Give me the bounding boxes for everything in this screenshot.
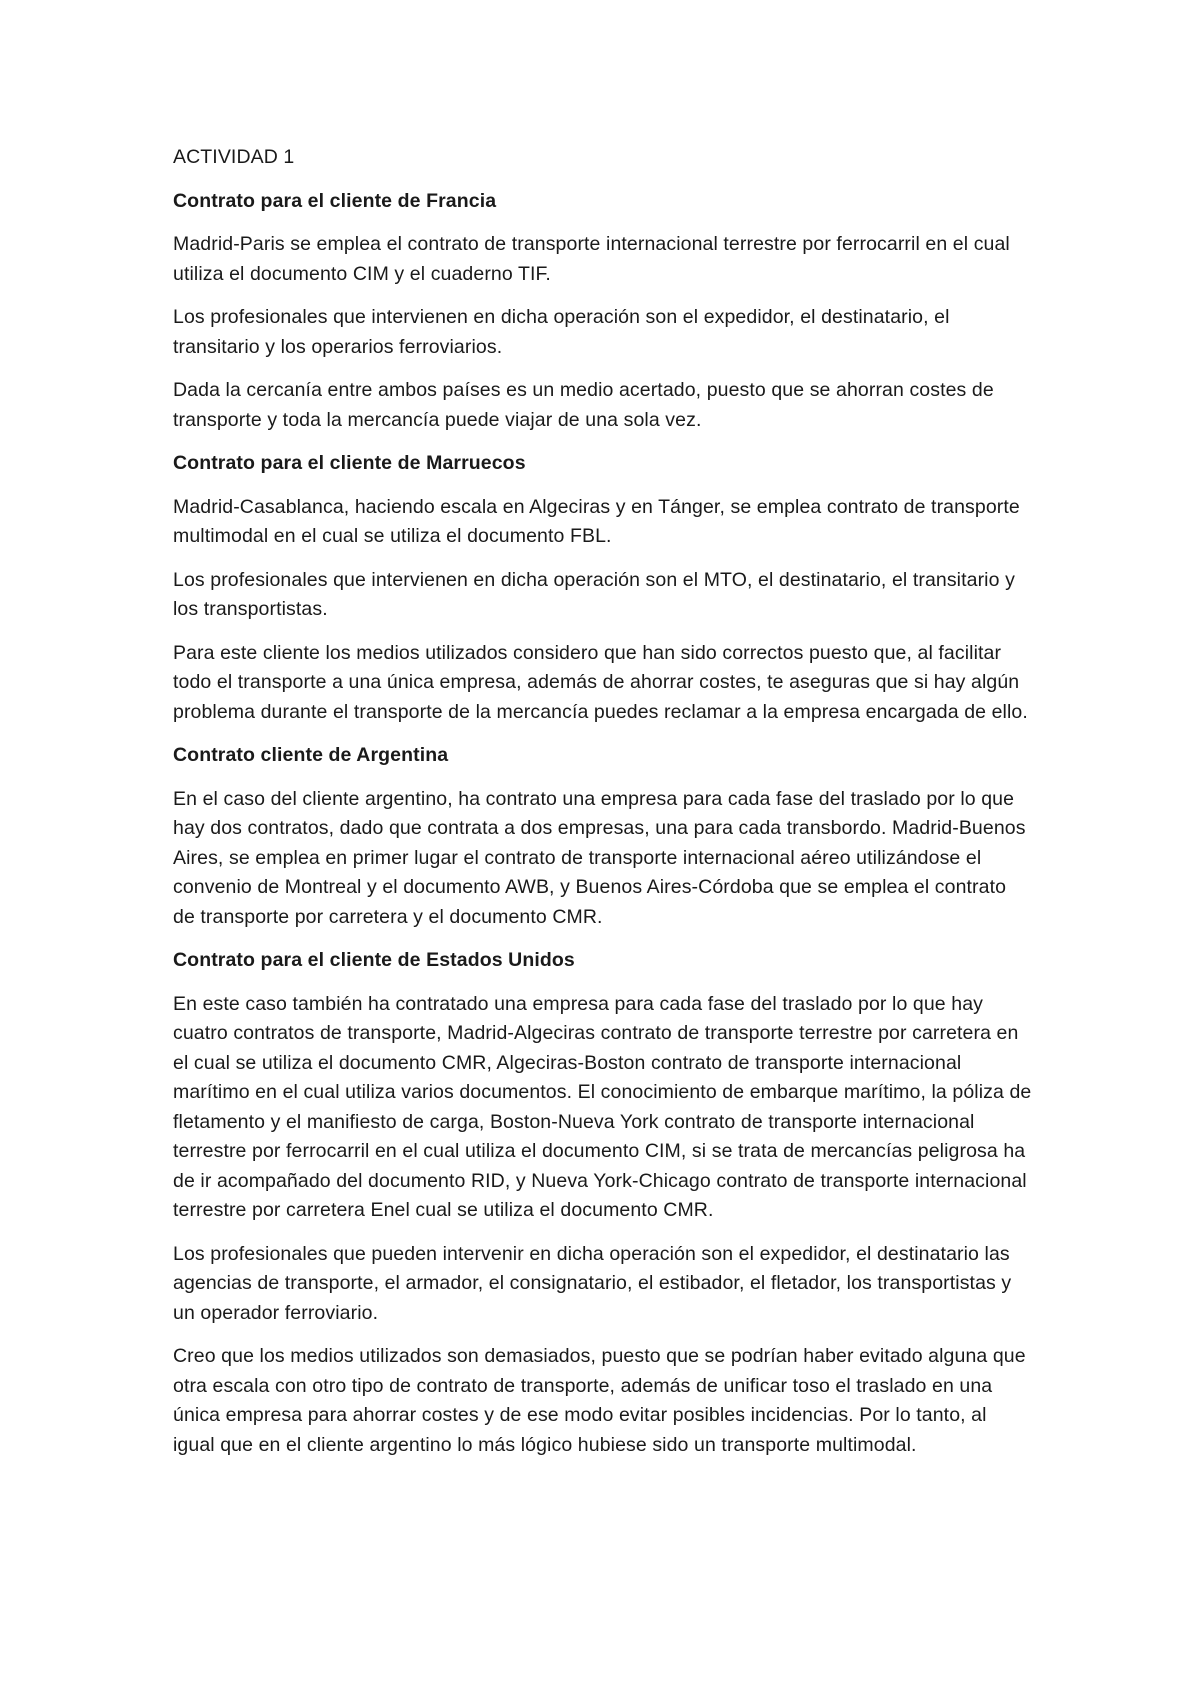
paragraph: Creo que los medios utilizados son demasiados, puesto que se podrían haber evitado alguna que otra escala con otro tipo de contrato de transporte, además de unificar toso el traslado en una única empresa para ahorrar costes y de ese modo evitar posibles incidencias. Por lo tanto, al igual que en el cliente argentino lo más lógico hubiese sido un transporte multimodal.: [173, 1345, 1026, 1456]
section-estados-unidos: [173, 946, 1033, 1460]
paragraph: Para este cliente los medios utilizados considero que han sido correctos puesto que, al facilitar todo el transporte a una única empresa, además de ahorrar costes, te aseguras que si hay algún problema durante el transporte de la mercancía puedes reclamar a la empresa encargada de ello.: [173, 641, 1028, 723]
document-title: ACTIVIDAD 1: [173, 146, 295, 168]
paragraph: Madrid-Casablanca, haciendo escala en Algeciras y en Tánger, se emplea contrato de transporte multimodal en el cual se utiliza el documento FBL.: [173, 495, 1020, 547]
section-heading: Contrato para el cliente de Estados Unidos: [173, 949, 575, 971]
section-marruecos: [173, 449, 1033, 727]
section-heading: Contrato para el cliente de Francia: [173, 189, 497, 212]
section-heading: Contrato cliente de Argentina: [173, 744, 449, 766]
paragraph: Los profesionales que intervienen en dicha operación son el MTO, el destinatario, el transitario y los transportistas.: [173, 568, 1015, 620]
paragraph: Dada la cercanía entre ambos países es un medio acertado, puesto que se ahorran costes de transporte y toda la mercancía puede viajar de una sola vez.: [173, 379, 994, 431]
section-argentina: [173, 741, 1033, 932]
paragraph: Los profesionales que intervienen en dicha operación son el expedidor, el destinatario, el transitario y los operarios ferroviarios.: [173, 306, 950, 358]
paragraph: En el caso del cliente argentino, ha contrato una empresa para cada fase del traslado por lo que hay dos contratos, dado que contrata a dos empresas, una para cada transbordo. Madrid-Buenos Aires, se emplea en primer lugar el contrato de transporte internacional aéreo utilizándose el convenio de Montreal y el documento AWB, y Buenos Aires-Córdoba que se emplea el contrato de transporte por carretera y el documento CMR.: [173, 787, 1026, 928]
section-heading: Contrato para el cliente de Marruecos: [173, 452, 526, 474]
document-page: [173, 143, 1033, 1474]
section-francia: [173, 187, 1033, 436]
paragraph: Madrid-Paris se emplea el contrato de transporte internacional terrestre por ferrocarril en el cual utiliza el documento CIM y el cuaderno TIF.: [173, 233, 1010, 285]
paragraph: En este caso también ha contratado una empresa para cada fase del traslado por lo que hay cuatro contratos de transporte, Madrid-Algeciras contrato de transporte terrestre por carretera en el cual se utiliza el documento CMR, Algeciras-Boston contrato de transporte internacional marítimo en el cual utiliza varios documentos. El conocimiento de embarque marítimo, la póliza de fletamento y el manifiesto de carga, Boston-Nueva York contrato de transporte internacional terrestre por ferrocarril en el cual utiliza el documento CIM, si se trata de mercancías peligrosa ha de ir acompañado del documento RID, y Nueva York-Chicago contrato de transporte internacional terrestre por carretera Enel cual se utiliza el documento CMR.: [173, 992, 1032, 1221]
paragraph: Los profesionales que pueden intervenir en dicha operación son el expedidor, el destinatario las agencias de transporte, el armador, el consignatario, el estibador, el fletador, los transportistas y un operador ferroviario.: [173, 1242, 1012, 1324]
